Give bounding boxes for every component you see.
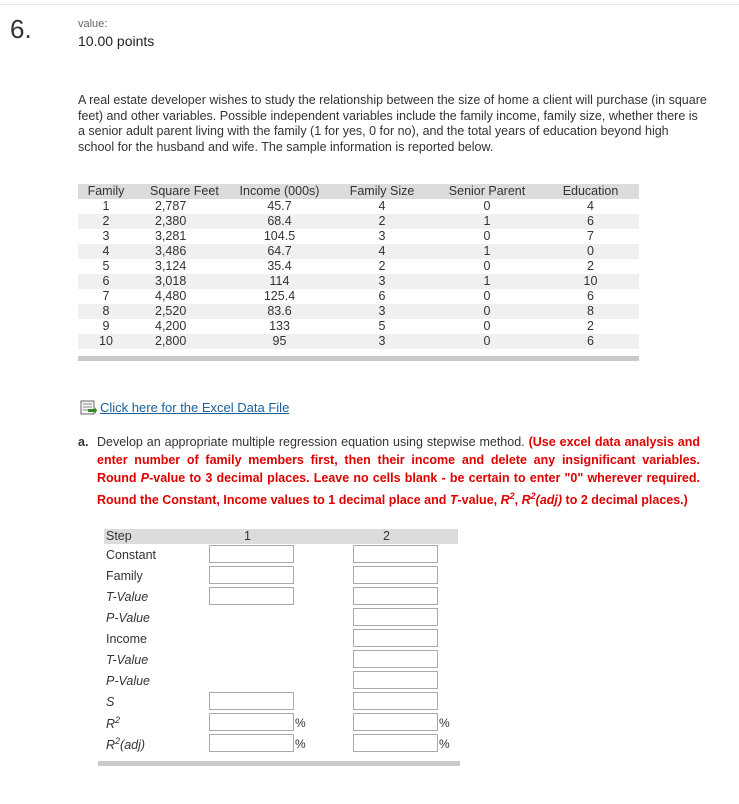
table-cell: 133 <box>269 319 290 333</box>
tvalue-family-step2-input[interactable] <box>353 587 438 605</box>
constant-step2-input[interactable] <box>353 545 438 563</box>
table-cell: 64.7 <box>227 244 332 259</box>
col-header-income: Income (000s) <box>227 184 332 199</box>
sample-data-table <box>78 184 639 349</box>
family-step1-input[interactable] <box>209 566 294 584</box>
table-cell: 2 <box>78 214 134 229</box>
table-cell: 6 <box>378 289 386 303</box>
table-cell: 10 <box>542 274 639 289</box>
row-label-r2-adj: $R^2(adj)$ <box>106 736 146 753</box>
table-bottom-bar <box>78 356 639 361</box>
points-value: 10.00 points <box>78 33 155 49</box>
table-cell: 3,018 <box>134 274 227 289</box>
table-cell: 114 <box>227 274 332 289</box>
table-cell: 0 <box>483 289 491 303</box>
table-cell: 4 <box>378 199 386 213</box>
row-label-r2: $R^2$ <box>106 715 121 732</box>
table-cell: 104.5 <box>263 229 296 243</box>
row-label-family: Family <box>106 569 143 583</box>
table-row <box>78 214 639 229</box>
table-cell: 1 <box>102 199 110 213</box>
table-cell: 45.7 <box>267 199 292 213</box>
top-divider <box>0 4 739 5</box>
table-cell: 3 <box>332 274 432 289</box>
table-cell: 6 <box>78 274 134 289</box>
row-label-income: Income <box>106 632 147 646</box>
table-cell: 8 <box>78 304 134 319</box>
table-cell: 4,480 <box>155 289 187 303</box>
table-row <box>78 259 639 274</box>
table-cell: 3 <box>332 304 432 319</box>
part-a-instructions-4: , <box>514 493 519 508</box>
table-cell: 7 <box>102 289 110 303</box>
table-cell: 0 <box>483 259 491 273</box>
pvalue-family-step2-input[interactable] <box>353 608 438 626</box>
col-header-square-feet: Square Feet <box>134 184 227 199</box>
table-cell: 95 <box>227 334 332 349</box>
table-row <box>78 334 639 349</box>
r2-adj-italic: $R^2(adj)$ <box>521 491 563 508</box>
table-cell: 9 <box>102 319 110 333</box>
table-cell: 2 <box>587 319 594 333</box>
r2adj-step2-percent: % <box>439 737 450 751</box>
r2adj-step1-input[interactable] <box>209 734 294 752</box>
tvalue-income-step2-input[interactable] <box>353 650 438 668</box>
row-label-s: S <box>106 695 115 709</box>
part-a-instructions-1: (Use excel data analysis and enter number of family members first, then their income and delete any insignificant variables. Round <box>97 435 700 485</box>
table-cell: 1 <box>432 274 542 289</box>
col-header-education: Education <box>542 184 639 199</box>
table-row <box>78 274 639 289</box>
table-cell: 6 <box>587 289 594 303</box>
table-cell: 8 <box>542 304 639 319</box>
table-cell: 2 <box>378 259 386 273</box>
table-cell: 4 <box>587 199 594 213</box>
question-number: 6. <box>10 14 32 44</box>
row-label-t-value-income: T-Value <box>106 653 149 667</box>
table-cell: 0 <box>432 304 542 319</box>
family-step2-input[interactable] <box>353 566 438 584</box>
constant-step1-input[interactable] <box>209 545 294 563</box>
table-cell: 4 <box>78 244 134 259</box>
table-cell: 2,787 <box>155 199 187 213</box>
r2-step2-percent: % <box>439 716 450 730</box>
income-step2-input[interactable] <box>353 629 438 647</box>
table-cell: 0 <box>432 334 542 349</box>
answer-grid-bottom-bar <box>98 761 460 766</box>
table-cell: 35.4 <box>267 259 292 273</box>
table-cell: 4 <box>332 244 432 259</box>
row-label-t-value-family: T-Value <box>106 590 149 604</box>
table-row <box>78 229 639 244</box>
table-row <box>78 304 639 319</box>
table-cell: 10 <box>78 334 134 349</box>
col-header-family-size: Family Size <box>332 184 432 199</box>
r2-step2-input[interactable] <box>353 713 438 731</box>
table-cell: 2,800 <box>134 334 227 349</box>
row-label-p-value-family: P-Value <box>106 611 151 625</box>
table-cell: 0 <box>483 199 491 213</box>
stepwise-answer-grid <box>104 529 460 767</box>
s-step1-input[interactable] <box>209 692 294 710</box>
excel-file-icon <box>80 400 97 415</box>
excel-data-file-link[interactable] <box>80 400 289 415</box>
col-header-senior-parent: Senior Parent <box>432 184 542 199</box>
r2-italic: $R^2$ <box>500 491 515 508</box>
row-label-constant: Constant <box>106 548 157 562</box>
col-header-family: Family <box>78 184 134 199</box>
question-intro: A real estate developer wishes to study the relationship between the size of home a client will purchase (in square feet) and other variables. Possible independent variables include the family income, family size, whether there is a senior adult parent living with the family (1 for yes, 0 for no), and the total years of education beyond high school for the husband and wife. The sample information is reported below. <box>78 93 707 154</box>
table-header-row <box>78 184 639 199</box>
part-a-instructions <box>78 433 700 509</box>
table-row <box>78 289 639 304</box>
r2adj-step2-input[interactable] <box>353 734 438 752</box>
table-cell: 2 <box>332 214 432 229</box>
r2-step1-percent: % <box>295 716 306 730</box>
table-cell: 3 <box>332 334 432 349</box>
value-label: value: <box>78 18 108 30</box>
table-cell: 2 <box>587 259 594 273</box>
table-cell: 3 <box>102 229 110 243</box>
part-a-label: a. <box>78 435 89 449</box>
table-cell: 2,380 <box>134 214 227 229</box>
table-row <box>78 244 639 259</box>
table-cell: 7 <box>587 229 594 243</box>
table-cell: 4,200 <box>155 319 187 333</box>
table-cell: 0 <box>483 319 491 333</box>
pvalue-income-step2-input[interactable] <box>353 671 438 689</box>
table-row <box>78 319 639 334</box>
table-cell: 1 <box>432 214 542 229</box>
t-value-italic: T <box>449 493 458 508</box>
table-cell: 125.4 <box>263 289 296 303</box>
table-cell: 5 <box>378 319 386 333</box>
excel-link-text[interactable]: Click here for the Excel Data File <box>100 400 290 415</box>
tvalue-family-step1-input[interactable] <box>209 587 294 605</box>
table-cell: 3,281 <box>155 229 187 243</box>
table-cell: 1 <box>432 244 542 259</box>
row-label-p-value-income: P-Value <box>106 674 151 688</box>
r2-step1-input[interactable] <box>209 713 294 731</box>
part-a-prompt: Develop an appropriate multiple regression equation using stepwise method. <box>97 435 525 449</box>
part-a-instructions-5: to 2 decimal places.) <box>565 493 688 508</box>
header-step: Step <box>106 529 132 543</box>
table-cell: 68.4 <box>227 214 332 229</box>
table-cell: 83.6 <box>227 304 332 319</box>
part-a-instructions-3: -value, <box>457 493 498 508</box>
part-a-instructions-2: -value to 3 decimal places. Leave no cells blank - be certain to enter "0" wherever required. Round the Constant, Income values to 1 decimal place and <box>97 471 700 508</box>
header-step-2: 2 <box>383 529 390 543</box>
answer-grid-header <box>104 529 458 544</box>
header-step-1: 1 <box>244 529 251 543</box>
s-step2-input[interactable] <box>353 692 438 710</box>
table-cell: 0 <box>483 229 491 243</box>
table-cell: 3,124 <box>155 259 187 273</box>
table-cell: 6 <box>542 214 639 229</box>
p-value-italic: P <box>140 471 150 485</box>
table-cell: 3 <box>378 229 386 243</box>
table-cell: 3,486 <box>134 244 227 259</box>
table-cell: 5 <box>102 259 110 273</box>
table-cell: 0 <box>542 244 639 259</box>
r2adj-step1-percent: % <box>295 737 306 751</box>
table-cell: 2,520 <box>134 304 227 319</box>
table-row <box>78 199 639 214</box>
table-cell: 6 <box>542 334 639 349</box>
